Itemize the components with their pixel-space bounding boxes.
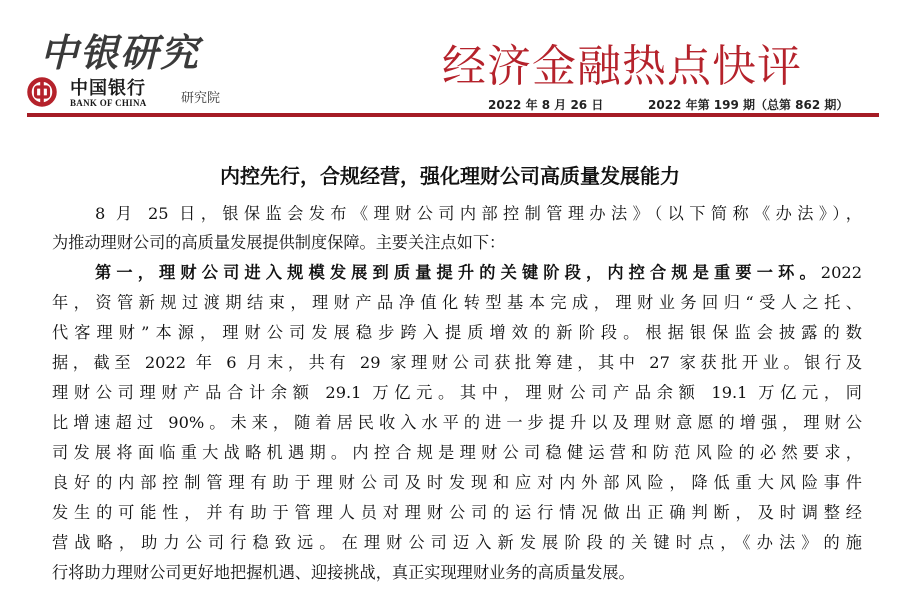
paragraph-line: 发生的可能性，并有助于管理人员对理财公司的运行情况做出正确判断，及时调整经	[52, 503, 862, 522]
bank-of-china-logo-icon	[27, 77, 57, 107]
header-divider	[27, 113, 879, 117]
bank-name-english: BANK OF CHINA	[70, 98, 147, 108]
issue-number: 2022 年第 199 期（总第 862 期）	[648, 98, 849, 112]
report-header	[0, 0, 900, 120]
paragraph-line: 比增速超过 90%。未来，随着居民收入水平的进一步提升以及理财意愿的增强，理财公	[52, 413, 862, 432]
institute-label: 研究院	[181, 91, 221, 106]
point-heading: 第一，理财公司进入规模发展到质量提升的关键阶段，内控合规是重要一环。	[95, 263, 821, 282]
paragraph-line: 据，截至 2022 年 6 月末，共有 29 家理财公司获批筹建，其中 27 家获批开业。银行及	[52, 353, 862, 372]
paragraph-line: 年，资管新规过渡期结束，理财产品净值化转型基本完成，理财业务回归“受人之托、	[52, 293, 862, 312]
lead-tail-text: 2022	[820, 263, 862, 282]
boc-research-calligraphy-logo: 中银研究	[40, 30, 201, 75]
document-title: 内控先行，合规经营，强化理财公司高质量发展能力	[220, 164, 680, 188]
paragraph-line: 营战略，助力公司行稳致远。在理财公司迈入新发展阶段的关键时点，《办法》的施	[52, 533, 862, 552]
publication-date: 2022 年 8 月 26 日	[488, 98, 604, 112]
paragraph-line: 为推动理财公司的高质量发展提供制度保障。主要关注点如下：	[52, 233, 506, 252]
paragraph-line: 良好的内部控制管理有助于理财公司及时发现和应对内外部风险，降低重大风险事件	[52, 473, 862, 492]
paragraph-line: 司发展将面临重大战略机遇期。内控合规是理财公司稳健运营和防范风险的必然要求，	[52, 443, 862, 462]
paragraph-lead-line	[95, 263, 862, 283]
paragraph-line: 8 月 25 日，银保监会发布《理财公司内部控制管理办法》（以下简称《办法》），	[95, 204, 862, 223]
publication-title: 经济金融热点快评	[442, 41, 802, 92]
paragraph-line: 理财公司理财产品合计余额 29.1 万亿元。其中，理财公司产品余额 19.1 万亿元，同	[52, 383, 862, 402]
paragraph-line: 行将助力理财公司更好地把握机遇、迎接挑战，真正实现理财业务的高质量发展。	[52, 563, 635, 582]
paragraph-line: 代客理财”本源，理财公司发展稳步跨入提质增效的新阶段。根据银保监会披露的数	[52, 323, 862, 342]
bank-name-chinese: 中国银行	[70, 78, 146, 99]
